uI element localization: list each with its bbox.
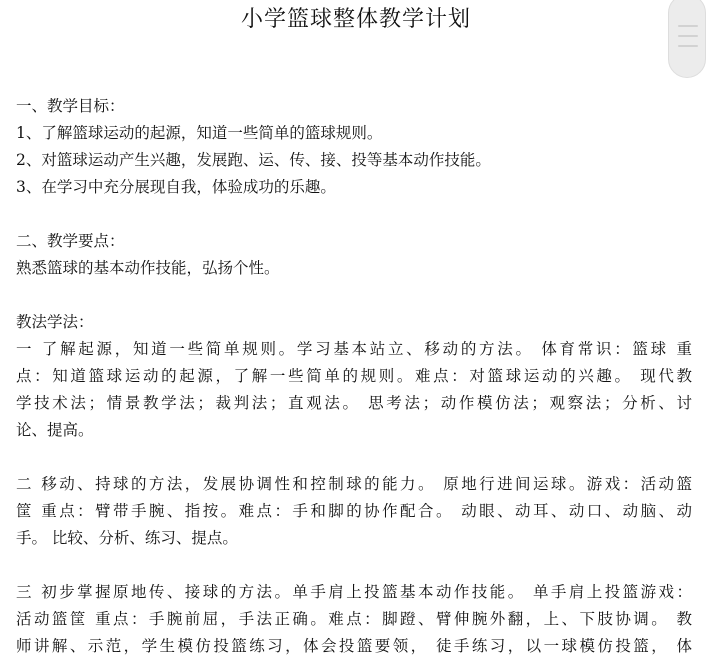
paragraph-line: 二 移动、持球的方法，发展协调性和控制球的能力。 原地行进间运球。游戏：活动篮 [16,475,692,493]
grip-line-icon [678,25,698,27]
paragraph-line: 筐 重点：臂带手腕、指按。难点：手和脚的协作配合。 动眼、动耳、动口、动脑、动 [16,502,692,520]
grip-line-icon [678,35,698,37]
paragraph-line: 2、对篮球运动产生兴趣，发展跑、运、传、接、投等基本动作技能。 [16,151,491,169]
scroll-handle[interactable] [668,0,706,78]
paragraph-line: 学技术法；情景教学法；裁判法；直观法。 思考法；动作模仿法；观察法；分析、讨 [16,394,692,412]
paragraph-line: 活动篮筐 重点：手腕前屈，手法正确。难点：脚蹬、臂伸腕外翻，上、下肢协调。 教 [16,610,692,628]
section-heading-key-points: 二、教学要点： [16,232,125,250]
paragraph-line: 3、在学习中充分展现自我，体验成功的乐趣。 [16,178,336,196]
document-title: 小学篮球整体教学计划 [240,7,471,32]
section-heading-objectives: 一、教学目标： [16,97,125,115]
section-heading-methods: 教法学法： [16,313,94,331]
paragraph-line: 师讲解、示范，学生模仿投篮练习，体会投篮要领， 徒手练习，以一球模仿投篮， 体 [16,637,692,655]
grip-line-icon [678,45,698,47]
paragraph-line: 熟悉篮球的基本动作技能，弘扬个性。 [16,259,280,277]
paragraph-line: 三 初步掌握原地传、接球的方法。单手肩上投篮基本动作技能。 单手肩上投篮游戏： [16,583,692,601]
paragraph-line: 一 了解起源，知道一些简单规则。学习基本站立、移动的方法。 体育常识：篮球 重 [16,340,692,358]
paragraph-line: 1、了解篮球运动的起源，知道一些简单的篮球规则。 [16,124,383,142]
paragraph-line: 论、提高。 [16,421,94,439]
paragraph-line: 手。 比较、分析、练习、提点。 [16,529,238,547]
paragraph-line: 点：知道篮球运动的起源，了解一些简单的规则。难点：对篮球运动的兴趣。 现代教 [16,367,692,385]
